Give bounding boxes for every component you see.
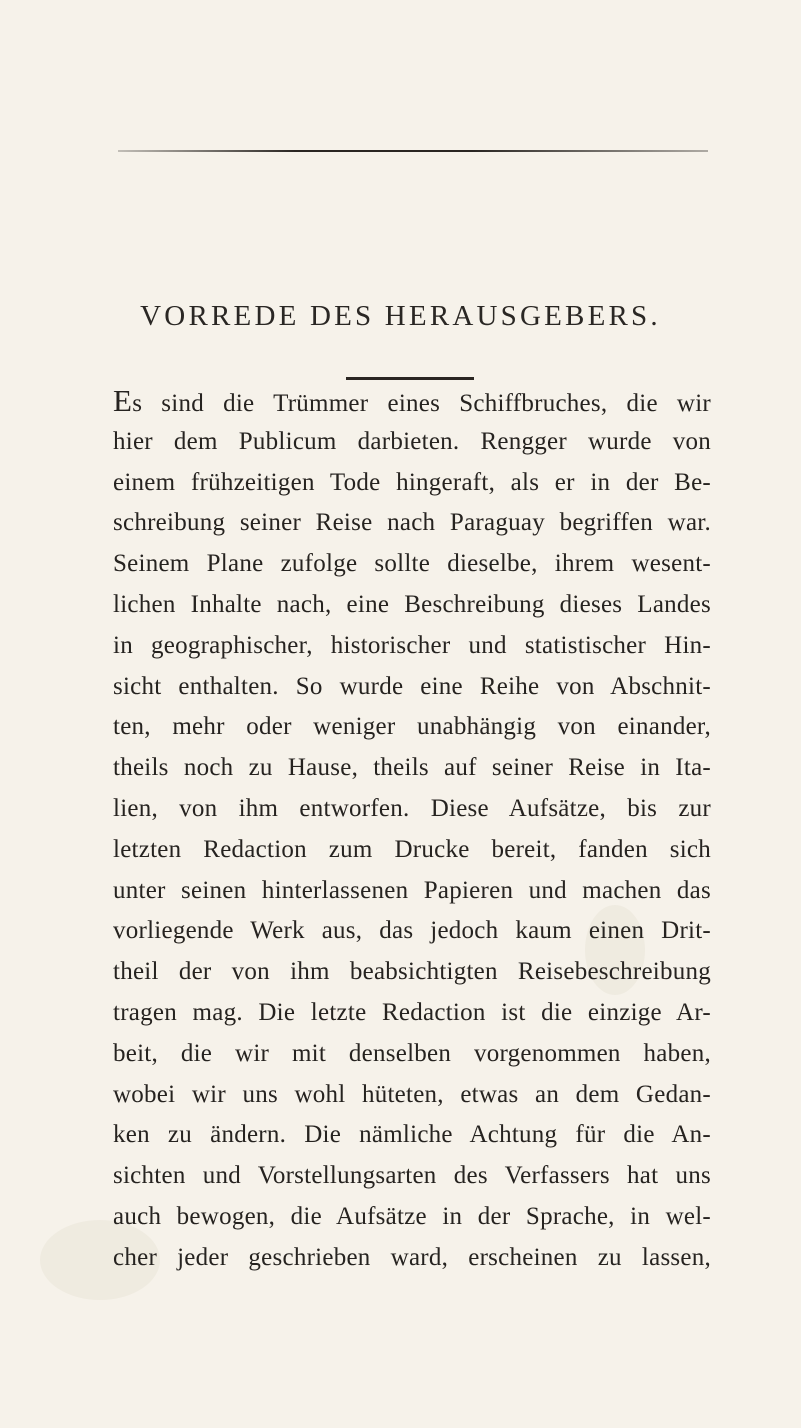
text-line: unter seinen hinterlassenen Papieren und machen das (113, 876, 711, 904)
text-line: lichen Inhalte nach, eine Beschreibung dieses Landes (113, 590, 711, 618)
top-rule (118, 150, 708, 152)
text-line: letzten Redaction zum Drucke bereit, fanden sich (113, 835, 711, 863)
text-line: ten, mehr oder weniger unabhängig von einander, (113, 713, 711, 741)
text-line: sicht enthalten. So wurde eine Reihe von Abschnit- (113, 672, 711, 700)
text-line: in geographischer, historischer und statistischer Hin- (113, 631, 711, 659)
text-line: ken zu ändern. Die nämliche Achtung für die An- (113, 1121, 711, 1149)
title-divider (346, 377, 474, 380)
text-line: theils noch zu Hause, theils auf seiner Reise in Ita- (113, 754, 711, 782)
first-line-text: s sind die Trümmer eines Schiffbruches, die wir (132, 390, 711, 417)
text-line: hier dem Publicum darbieten. Rengger wurde von (113, 427, 711, 455)
text-line: wobei wir uns wohl hüteten, etwas an dem Gedan- (113, 1080, 711, 1108)
body-text (113, 381, 711, 1279)
text-line: lien, von ihm entworfen. Diese Aufsätze, bis zur (113, 794, 711, 822)
text-line: Seinem Plane zufolge sollte dieselbe, ihrem wesent- (113, 550, 711, 578)
text-line: cher jeder geschrieben ward, erscheinen zu lassen, (113, 1243, 711, 1271)
text-line: vorliegende Werk aus, das jedoch kaum einen Drit- (113, 917, 711, 945)
text-line: beit, die wir mit denselben vorgenommen haben, (113, 1039, 711, 1067)
initial-letter: E (113, 383, 133, 418)
text-line: tragen mag. Die letzte Redaction ist die einzige Ar- (113, 998, 711, 1026)
page-title: VORREDE DES HERAUSGEBERS. (140, 300, 661, 332)
text-line (113, 381, 711, 422)
text-line: theil der von ihm beabsichtigten Reisebeschreibung (113, 958, 711, 986)
text-line: auch bewogen, die Aufsätze in der Sprache, in wel- (113, 1202, 711, 1230)
text-line: sichten und Vorstellungsarten des Verfassers hat uns (113, 1162, 711, 1190)
text-line: schreibung seiner Reise nach Paraguay begriffen war. (113, 509, 711, 537)
text-line: einem frühzeitigen Tode hingeraft, als er in der Be- (113, 468, 711, 496)
